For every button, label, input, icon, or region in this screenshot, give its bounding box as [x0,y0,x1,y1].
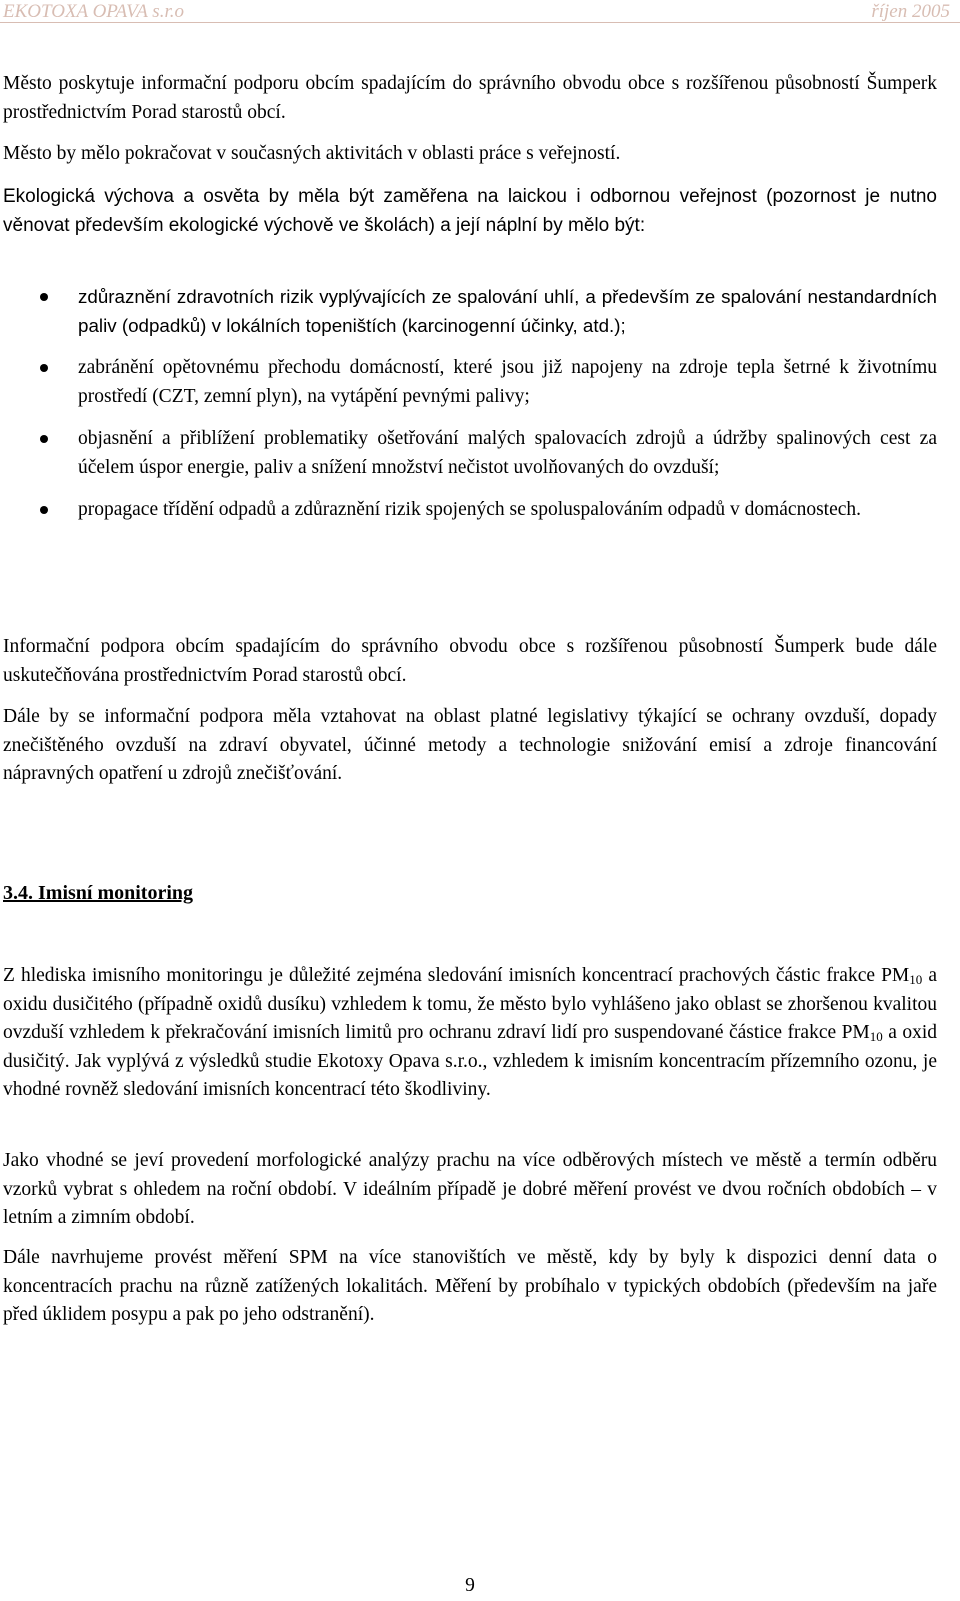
section-info-continue [3,633,937,690]
section-heading [3,882,937,905]
list-item [3,283,937,340]
list-item-text: zdůraznění zdravotních rizik vyplývajících ze spalování uhlí, a především ze spalování nestandardních paliv (odpadků) v lokálních topeništích (karcinogenní účinky, atd.); [78,286,937,336]
section-title: 3.4. Imisní monitoring [3,882,194,904]
list-item [3,496,937,525]
section-morphology [3,1147,937,1233]
bullet-icon [40,435,48,443]
text-fragment: a oxidu dusičitého (případně oxidů dusíku) vzhledem k tomu, že město bylo vyhlášeno jako oblast se zhoršenou kvalitou ovzduší vzhledem k překračování imisních limitů pro ochranu zdraví lidí pro suspendované částice frakce PM [3,965,938,1043]
section-education [3,183,937,240]
header-rule [0,22,960,23]
page-header [0,0,960,22]
paragraph-legislation: Dále by se informační podpora měla vztahovat na oblast platné legislativy týkající se ochrany ovzduší, dopady znečištěného ovzduší na zdraví obyvatel, účinné metody a technologie snižování emisí a zdroje financování nápravných opatření u zdrojů znečišťování. [3,706,937,784]
page-number: 9 [465,1575,475,1596]
bullet-icon [40,364,48,372]
section-spm [3,1244,937,1330]
section-intro [3,70,937,127]
list-item-text: objasnění a přiblížení problematiky ošetřování malých spalovacích zdrojů a údržby spalinových cest za účelem úspor energie, paliv a snížení množství nečistot uvolňovaných do ovzduší; [78,428,937,478]
paragraph-public-activities: Město by mělo pokračovat v současných aktivitách v oblasti práce s veřejností. [3,143,621,164]
subscript: 10 [869,1029,883,1044]
subscript: 10 [909,972,923,987]
list-item-text: propagace třídění odpadů a zdůraznění rizik spojených se spoluspalováním odpadů v domácnostech. [78,499,862,520]
bullet-icon [40,293,48,301]
paragraph-info-support: Město poskytuje informační podporu obcím spadajícím do správního obvodu obce s rozšířenou působností Šumperk prostřednictvím Porad starostů obcí. [3,73,937,123]
list-item [3,354,937,411]
text-fragment: a oxid dusičitý. Jak vyplývá z výsledků studie Ekotoxy Opava s.r.o., vzhledem k imisním koncentracím přízemního ozonu, je vhodné rovněž sledování imisních koncentrací této škodliviny. [3,1022,937,1100]
paragraph-spm: Dále navrhujeme provést měření SPM na více stanovištích ve městě, kdy by byly k dispozici denní data o koncentracích prachu na různě zatížených lokalitách. Měření by probíhalo v typických obdobích (především na jaře před úklidem posypu a pak po jeho odstranění). [3,1247,937,1325]
section-monitoring [3,962,937,1105]
list-item [3,425,937,482]
header-company: EKOTOXA OPAVA s.r.o [3,1,184,22]
header-date: říjen 2005 [871,1,950,22]
text-fragment: Z hlediska imisního monitoringu je důležité zejména sledování imisních koncentrací prachových částic frakce PM [3,965,910,986]
paragraph-info-continue: Informační podpora obcím spadajícím do správního obvodu obce s rozšířenou působností Šumperk bude dále uskutečňována prostřednictvím Porad starostů obcí. [3,636,937,686]
paragraph-monitoring [3,962,937,1105]
bullet-icon [40,506,48,514]
paragraph-education: Ekologická výchova a osvěta by měla být zaměřena na laickou i odbornou veřejnost (pozornost je nutno věnovat především ekologické výchově ve školách) a její náplní by mělo být: [3,186,937,236]
list-item-text: zabránění opětovnému přechodu domácností, které jsou již napojeny na zdroje tepla šetrné k životnímu prostředí (CZT, zemní plyn), na vytápění pevnými palivy; [78,357,937,407]
section-public [3,140,937,169]
bullet-list [3,283,937,525]
section-legislation [3,703,937,789]
paragraph-morphology: Jako vhodné se jeví provedení morfologické analýzy prachu na více odběrových místech ve městě a termín odběru vzorků vybrat s ohledem na roční období. V ideálním případě je dobré měření provést ve dvou ročních obdobích – v letním a zimním období. [3,1150,937,1228]
bullet-list-container [3,283,937,525]
